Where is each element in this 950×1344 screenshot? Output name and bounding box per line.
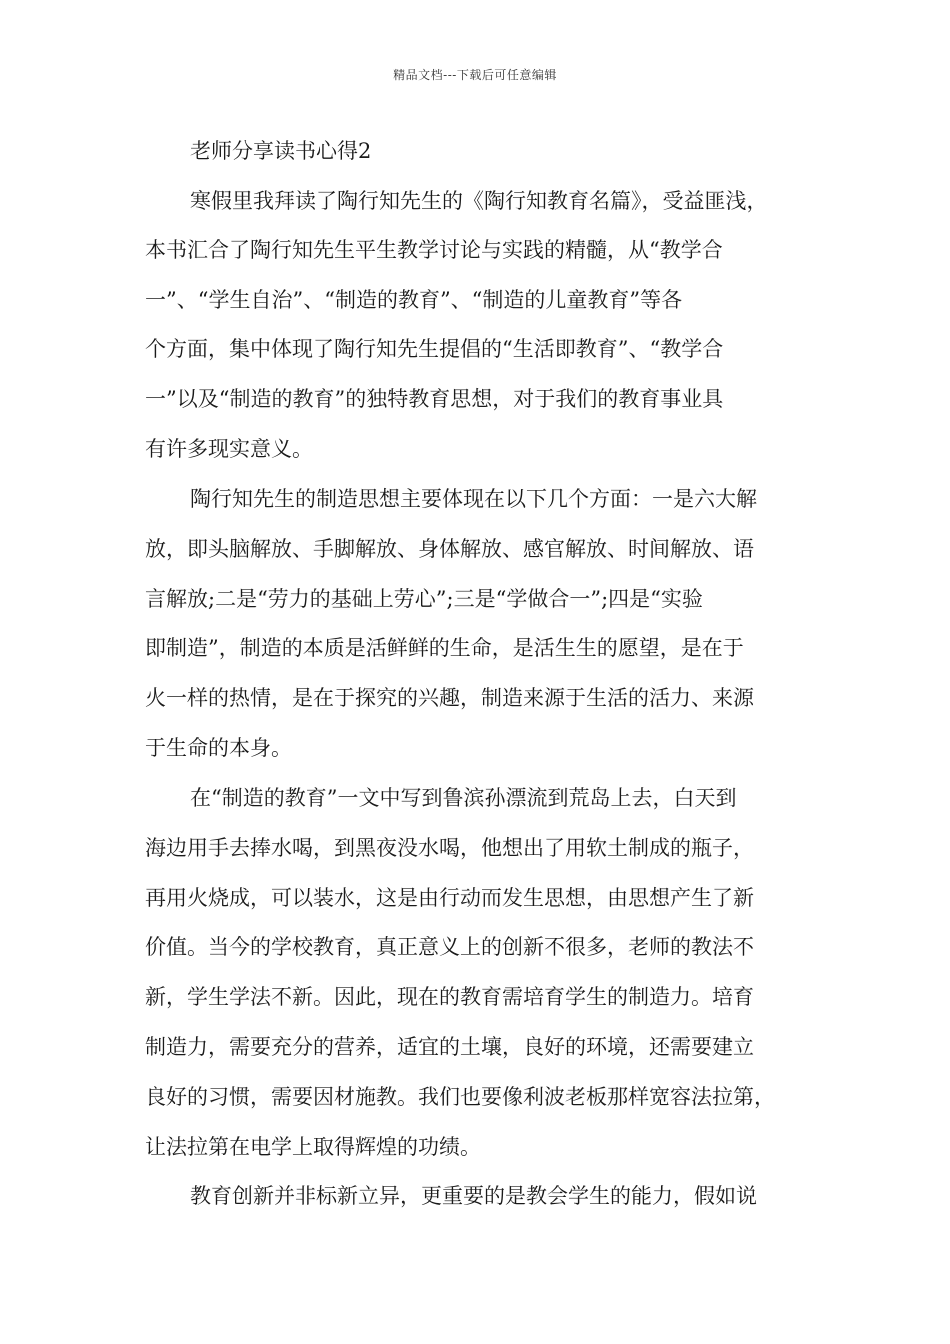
body-line: 教育创新并非标新立异，更重要的是教会学生的能力，假如说 (190, 1184, 757, 1208)
body-line: 再用火烧成，可以装水，这是由行动而发生思想，由思想产生了新 (145, 886, 754, 910)
body-line: 有许多现实意义。 (145, 437, 313, 461)
body-line: 火一样的热情，是在于探究的兴趣，制造来源于生活的活力、来源 (145, 686, 754, 710)
body-line: 制造力，需要充分的营养，适宜的土壤，良好的环境，还需要建立 (145, 1035, 754, 1059)
body-line: 放，即头脑解放、手脚解放、身体解放、感官解放、时间解放、语 (145, 537, 754, 561)
body-line: 本书汇合了陶行知先生平生教学讨论与实践的精髓，从“教学合 (145, 238, 723, 262)
body-line: 海边用手去捧水喝，到黑夜没水喝，他想出了用软土制成的瓶子， (145, 836, 754, 860)
body-line: 价值。当今的学校教育，真正意义上的创新不很多，老师的教法不 (145, 935, 754, 959)
page-header: 精品文档---下载后可任意编辑 (393, 68, 557, 82)
body-line: 个方面，集中体现了陶行知先生提倡的“生活即教育”、“教学合 (145, 337, 724, 361)
body-line: 新，学生学法不新。因此，现在的教育需培育学生的制造力。培育 (145, 985, 754, 1009)
body-line: 在“制造的教育”一文中写到鲁滨孙漂流到荒岛上去，白天到 (190, 786, 737, 810)
body-line: 陶行知先生的制造思想主要体现在以下几个方面：一是六大解 (190, 487, 757, 511)
body-line: 一”、“学生自治”、“制造的教育”、“制造的儿童教育”等各 (145, 288, 683, 312)
body-line: 即制造”，制造的本质是活鲜鲜的生命，是活生生的愿望，是在于 (145, 636, 744, 660)
body-line: 言解放;二是“劳力的基础上劳心”;三是“学做合一”;四是“实验 (145, 587, 703, 611)
document-title: 老师分享读书心得2 (190, 139, 372, 163)
body-line: 寒假里我拜读了陶行知先生的《陶行知教育名篇》，受益匪浅， (190, 189, 768, 213)
body-line: 于生命的本身。 (145, 736, 292, 760)
body-line: 让法拉第在电学上取得辉煌的功绩。 (145, 1135, 481, 1159)
body-line: 一”以及“制造的教育”的独特教育思想，对于我们的教育事业具 (145, 387, 724, 411)
body-line: 良好的习惯，需要因材施教。我们也要像利波老板那样宽容法拉第， (145, 1085, 775, 1109)
